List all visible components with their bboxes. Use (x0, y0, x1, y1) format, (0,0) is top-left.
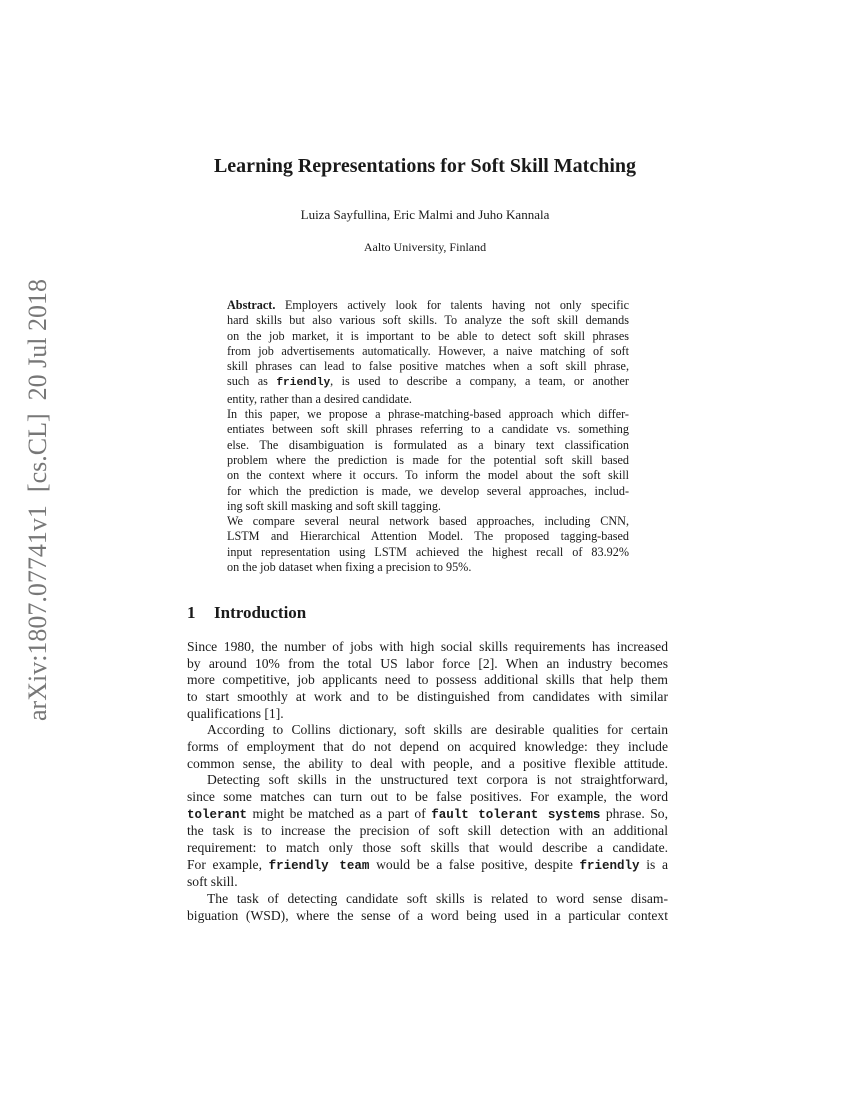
text-run: , is used to describe a company, a team, or another (330, 374, 629, 389)
text-run: would be a false positive, despite (369, 856, 580, 872)
introduction-body (187, 639, 668, 924)
text-run: entiates between soft skill phrases referring to a candidate vs. something (227, 422, 629, 437)
text-line (227, 374, 629, 391)
text-line (227, 298, 629, 313)
code-term: friendly (579, 858, 640, 873)
text-line (187, 874, 668, 891)
text-run: phrase. So, (600, 805, 668, 821)
abstract-label: Abstract. (227, 298, 276, 312)
text-run: Since 1980, the number of jobs with high social skills requirements has increased (187, 639, 668, 654)
text-line (227, 329, 629, 344)
text-line (227, 514, 629, 529)
text-run: LSTM and Hierarchical Attention Model. The proposed tagging-based (227, 529, 629, 544)
text-line (227, 545, 629, 560)
section-number: 1 (187, 603, 196, 622)
text-line (227, 392, 629, 407)
text-run: hard skills but also various soft skills. To analyze the soft skill demands (227, 313, 629, 328)
paper-title: Learning Representations for Soft Skill Matching (213, 155, 637, 177)
text-line (227, 468, 629, 483)
code-term: fault tolerant systems (431, 807, 601, 822)
text-line (227, 560, 629, 575)
text-line (227, 344, 629, 359)
code-term: tolerant (187, 807, 248, 822)
text-run: soft skill. (187, 874, 238, 890)
arxiv-side-stamp: arXiv:1807.07741v1 [cs.CL] 20 Jul 2018 (23, 279, 52, 721)
text-line (227, 422, 629, 437)
text-line (227, 453, 629, 468)
text-line (187, 656, 668, 673)
text-run: from job advertisements automatically. However, a naive matching of soft (227, 343, 629, 358)
text-run: qualifications [1]. (187, 705, 284, 721)
affiliation: Aalto University, Finland (363, 240, 487, 254)
text-run: input representation using LSTM achieved the highest recall of 83.92% (227, 544, 629, 559)
text-run: on the job dataset when fixing a precision to 95%. (227, 560, 472, 575)
text-run: forms of employment that do not depend on acquired knowledge: they include (187, 738, 668, 754)
text-run: skill phrases can lead to false positive matches when a soft skill phrase, (227, 359, 629, 374)
text-line (227, 484, 629, 499)
text-line (187, 789, 668, 806)
text-run: on the context where it occurs. To inform the model about the soft skill (227, 468, 629, 483)
text-run: Employers actively look for talents having not only specific (275, 298, 629, 312)
text-run: entity, rather than a desired candidate. (227, 391, 412, 406)
text-line (187, 806, 668, 824)
text-run: for which the prediction is made, we develop several approaches, includ- (227, 483, 629, 498)
text-run: In this paper, we propose a phrase-matching-based approach which differ- (227, 407, 629, 422)
text-run: We compare several neural network based approaches, including CNN, (227, 514, 629, 529)
text-line (187, 739, 668, 756)
text-run: biguation (WSD), where the sense of a word being used in a particular context (187, 907, 668, 923)
section-title: Introduction (214, 603, 307, 622)
text-run: more competitive, job applicants need to possess additional skills that help them (187, 672, 668, 688)
text-run: common sense, the ability to deal with people, and a positive flexible attitude. (187, 755, 668, 771)
text-line (187, 722, 668, 739)
text-line (227, 529, 629, 544)
text-run: such as (227, 374, 277, 389)
text-line (187, 891, 668, 908)
text-line (227, 313, 629, 328)
text-run: on the job market, it is important to be able to detect soft skill phrases (227, 328, 629, 343)
text-line (187, 756, 668, 773)
text-line (187, 689, 668, 706)
text-line (227, 499, 629, 514)
text-run: the task is to increase the precision of soft skill detection with an additional (187, 823, 668, 839)
text-run: since some matches can turn out to be false positives. For example, the word (187, 788, 668, 804)
text-line (187, 857, 668, 875)
text-line (187, 840, 668, 857)
text-run: Detecting soft skills in the unstructured text corpora is not straightforward, (207, 772, 668, 788)
text-line (187, 639, 668, 656)
text-line (227, 438, 629, 453)
text-run: to start smoothly at work and to be distinguished from candidates with similar (187, 688, 668, 704)
text-run: For example, (187, 856, 269, 872)
text-line (227, 359, 629, 374)
text-line (187, 672, 668, 689)
section-heading (187, 603, 306, 623)
text-line (187, 772, 668, 789)
text-line (227, 407, 629, 422)
text-run: ing soft skill masking and soft skill tagging. (227, 498, 441, 513)
text-run: problem where the prediction is made for the potential soft skill based (227, 452, 629, 467)
text-run: requirement: to match only those soft skills that would describe a candidate. (187, 839, 668, 855)
text-run: According to Collins dictionary, soft skills are desirable qualities for certain (207, 722, 668, 738)
abstract (227, 298, 629, 575)
text-run: by around 10% from the total US labor force [2]. When an industry becomes (187, 655, 668, 671)
text-run: else. The disambiguation is formulated as a binary text classification (227, 437, 629, 452)
text-line (187, 823, 668, 840)
text-line (187, 908, 668, 925)
authors: Luiza Sayfullina, Eric Malmi and Juho Kannala (300, 207, 550, 222)
text-run: The task of detecting candidate soft skills is related to word sense disam- (207, 890, 668, 906)
code-term: friendly (276, 377, 331, 390)
text-run: might be matched as a part of (247, 805, 432, 821)
text-run: is a (639, 856, 668, 872)
code-term: friendly team (268, 858, 370, 873)
text-line (187, 706, 668, 723)
